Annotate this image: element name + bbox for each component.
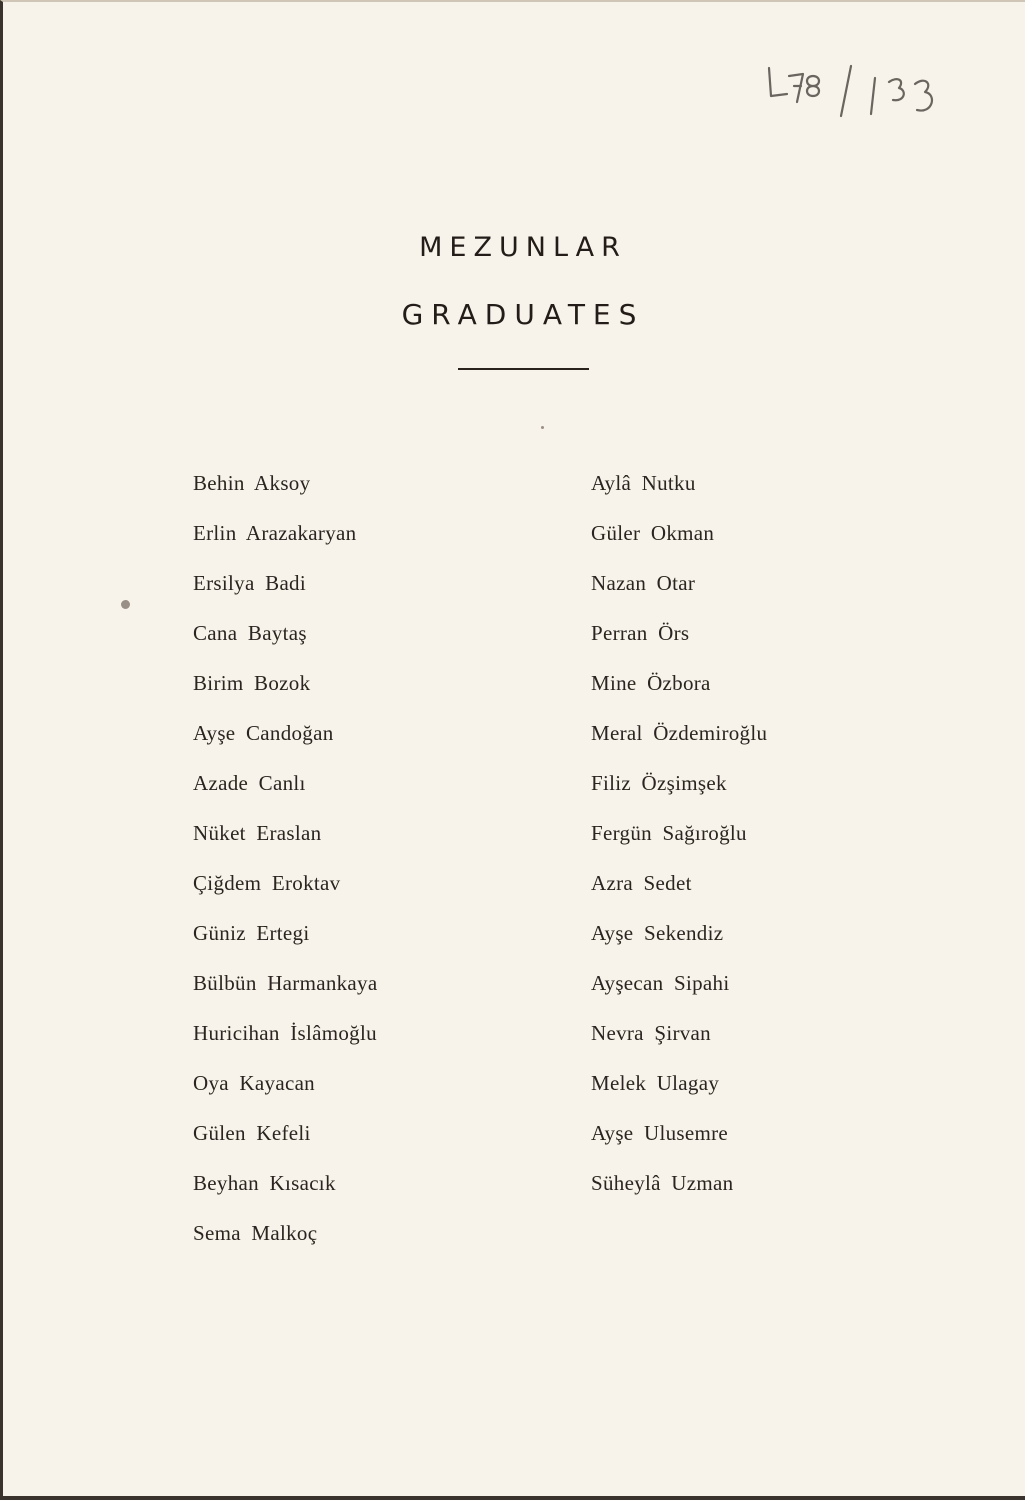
graduate-name: Mine Özbora — [591, 671, 711, 695]
graduate-name: Oya Kayacan — [193, 1071, 315, 1095]
graduate-name: Meral Özdemiroğlu — [591, 721, 768, 745]
graduate-name: Nazan Otar — [591, 571, 696, 595]
graduate-name: Beyhan Kısacık — [193, 1171, 336, 1195]
graduate-name: Birim Bozok — [193, 671, 311, 695]
paper-speck — [541, 426, 544, 429]
graduate-name: Azra Sedet — [591, 871, 692, 895]
graduate-name: Cana Baytaş — [193, 621, 307, 645]
graduates-left-column — [193, 466, 377, 1266]
graduate-name: Filiz Özşimşek — [591, 771, 727, 795]
heading-turkish: MEZUNLAR — [419, 232, 627, 263]
graduate-name: Bülbün Harmankaya — [193, 971, 378, 995]
heading-english: GRADUATES — [401, 298, 645, 331]
heading-divider — [458, 368, 589, 370]
graduate-name: Huricihan İslâmoğlu — [193, 1021, 377, 1045]
graduate-name: Ayşe Candoğan — [193, 721, 334, 745]
graduate-name: Ayşecan Sipahi — [591, 971, 730, 995]
graduate-name: Ersilya Badi — [193, 571, 306, 595]
graduate-name: Aylâ Nutku — [591, 471, 696, 495]
graduate-name: Nevra Şirvan — [591, 1021, 711, 1045]
graduate-name: Süheylâ Uzman — [591, 1171, 734, 1195]
graduates-right-column — [591, 466, 767, 1216]
graduate-name: Fergün Sağıroğlu — [591, 821, 747, 845]
graduate-name: Melek Ulagay — [591, 1071, 720, 1095]
graduate-name: Güler Okman — [591, 521, 715, 545]
graduate-name: Gülen Kefeli — [193, 1121, 311, 1145]
handwritten-catalog-mark — [759, 56, 959, 126]
graduate-name: Sema Malkoç — [193, 1221, 318, 1245]
paper-speck — [121, 600, 130, 609]
graduate-name: Ayşe Ulusemre — [591, 1121, 729, 1145]
graduate-name: Nüket Eraslan — [193, 821, 322, 845]
graduate-name: Güniz Ertegi — [193, 921, 310, 945]
graduate-name: Behin Aksoy — [193, 471, 311, 495]
graduate-name: Çiğdem Eroktav — [193, 871, 341, 895]
graduate-name: Erlin Arazakaryan — [193, 521, 357, 545]
graduate-name: Azade Canlı — [193, 771, 306, 795]
graduate-name: Perran Örs — [591, 621, 690, 645]
graduate-name: Ayşe Sekendiz — [591, 921, 724, 945]
